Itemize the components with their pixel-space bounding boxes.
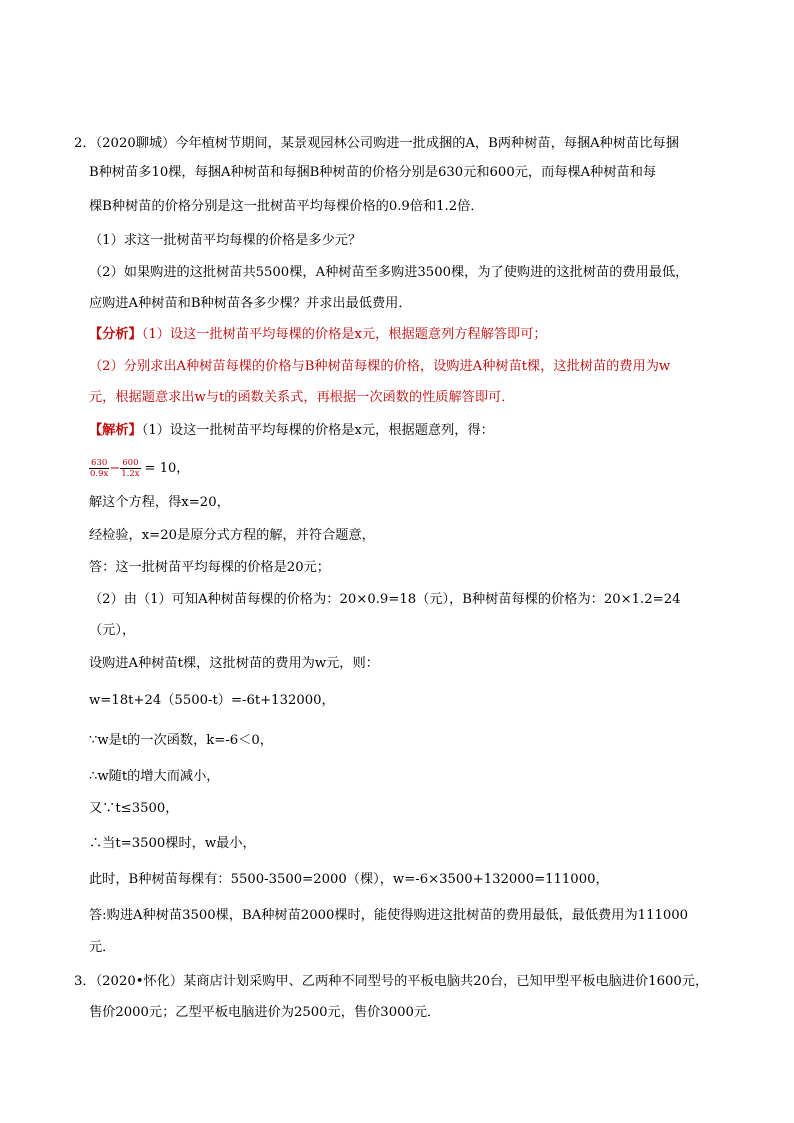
solution-step-6: 设购进A种树苗t棵，这批树苗的费用为w元，则： xyxy=(89,656,379,671)
problem-3-line-1: 3．（2020•怀化）某商店计划采购甲、乙两种不同型号的平板电脑共20台，已知甲型平板电脑进价1600元， xyxy=(74,974,709,989)
solution-step-9: ∴w随t的增大而减小， xyxy=(89,769,220,784)
problem-2-line-2: B种树苗多10棵，每捆A种树苗和每捆B种树苗的价格分别是630元和600元，而每棵A种树苗和每 xyxy=(89,165,657,180)
solution-step-11: ∴当t=3500棵时，w最小， xyxy=(89,836,256,851)
fraction-1-denominator: 0.9x xyxy=(90,469,109,479)
solution-step-5: （元）， xyxy=(89,623,136,638)
fraction-equation xyxy=(89,456,189,482)
fraction-2-numerator: 600 xyxy=(120,458,140,469)
solution-step-7: w=18t+24（5500-t）=-6t+132000， xyxy=(89,693,335,708)
fraction-1-numerator: 630 xyxy=(89,458,109,469)
fraction-2-denominator: 1.2x xyxy=(121,469,140,479)
fraction-1 xyxy=(89,458,109,479)
solution-step-8: ∵w是t的一次函数，k=-6＜0， xyxy=(89,733,273,748)
solution-step-12: 此时，B种树苗每棵有：5500-3500=2000（棵），w=-6×3500+132000=111000， xyxy=(89,872,609,887)
equation-minus: − xyxy=(109,461,121,476)
problem-2-line-1: 2．（2020聊城）今年植树节期间，某景观园林公司购进一批成捆的A，B两种树苗，每捆A种树苗比每捆 xyxy=(74,136,679,151)
question-2-line-1: （2）如果购进的这批树苗共5500棵，A种树苗至多购进3500棵，为了使购进的这批树苗的费用最低， xyxy=(89,265,689,280)
fraction-2 xyxy=(120,458,140,479)
analysis-line-1 xyxy=(89,325,547,345)
analysis-text-1: （1）设这一批树苗平均每棵的价格是x元，根据题意列方程解答即可； xyxy=(141,327,547,342)
solution-step-2: 经检验，x=20是原分式方程的解，并符合题意， xyxy=(89,528,375,543)
solution-line-1 xyxy=(89,421,494,441)
solution-step-14: 元． xyxy=(89,940,116,955)
solution-step-3: 答：这一批树苗平均每棵的价格是20元； xyxy=(89,560,330,575)
question-2-line-2: 应购进A种树苗和B种树苗各多少棵？并求出最低费用． xyxy=(89,296,412,311)
problem-2-line-3: 棵B种树苗的价格分别是这一批树苗平均每棵价格的0.9倍和1.2倍． xyxy=(89,199,484,214)
analysis-label: 【分析】 xyxy=(89,327,142,342)
problem-3-line-2: 售价2000元；乙型平板电脑进价为2500元，售价3000元． xyxy=(89,1005,441,1020)
solution-label: 【解析】 xyxy=(89,423,142,438)
solution-step-1: 解这个方程，得x=20， xyxy=(89,495,230,510)
analysis-line-3: 元，根据题意求出w与t的函数关系式，再根据一次函数的性质解答即可． xyxy=(89,390,515,405)
analysis-line-2: （2）分别求出A种树苗每棵的价格与B种树苗每棵的价格，设购进A种树苗t棵，这批树苗的费用为w xyxy=(89,359,671,374)
solution-text-1: （1）设这一批树苗平均每棵的价格是x元，根据题意列，得： xyxy=(141,423,494,438)
solution-step-10: 又∵t≤3500， xyxy=(89,801,179,816)
equation-rhs: = 10， xyxy=(144,461,190,476)
solution-step-4: （2）由（1）可知A种树苗每棵的价格为：20×0.9=18（元），B种树苗每棵的价格为：20×1.2=24 xyxy=(89,592,681,607)
solution-step-13: 答:购进A种树苗3500棵，BA种树苗2000棵时，能使得购进这批树苗的费用最低，最低费用为111000 xyxy=(89,908,689,923)
question-1: （1）求这一批树苗平均每棵的价格是多少元？ xyxy=(89,233,362,248)
